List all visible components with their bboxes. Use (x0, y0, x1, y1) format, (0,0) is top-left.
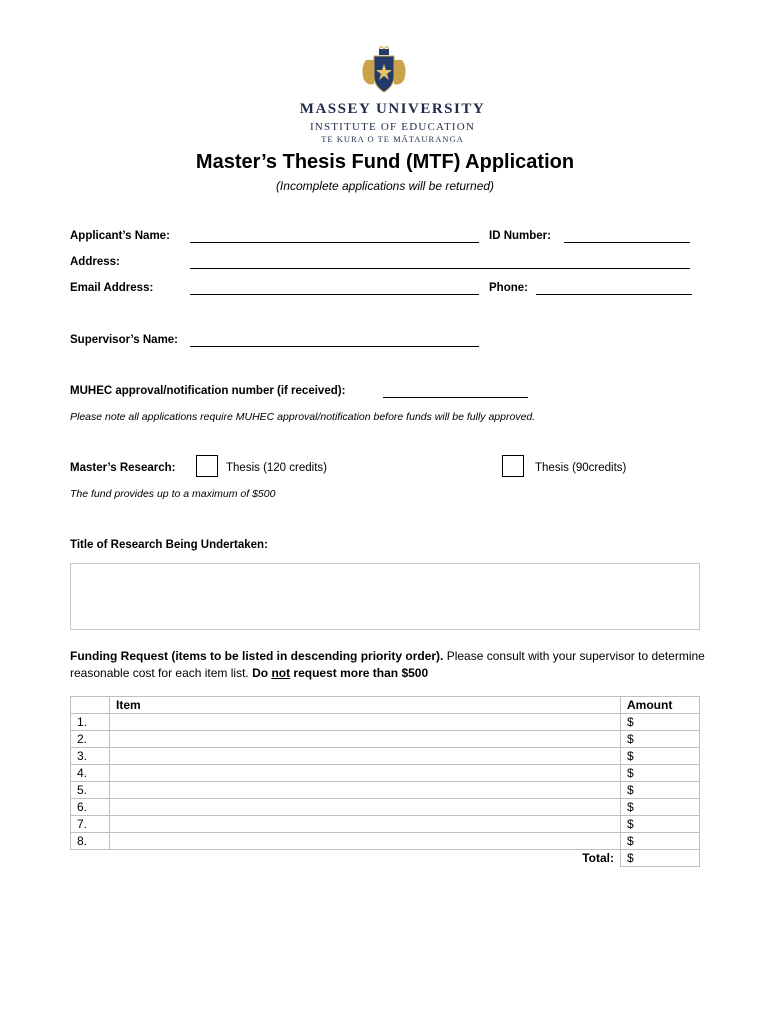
muhec-note: Please note all applications require MUHEC approval/notification before funds will be fully approved. (70, 411, 536, 423)
address-field[interactable] (190, 268, 690, 269)
table-row (71, 833, 700, 850)
table-row (71, 782, 700, 799)
funding-text: Please consult with your supervisor to determine reasonable cost for each item list. (70, 649, 705, 680)
thesis-120-label: Thesis (120 credits) (226, 462, 327, 474)
row-number: 1. (71, 714, 110, 731)
amount-cell[interactable]: $ (621, 782, 700, 799)
item-cell[interactable] (110, 748, 621, 765)
row-number: 8. (71, 833, 110, 850)
row-number: 3. (71, 748, 110, 765)
table-row (71, 799, 700, 816)
funding-warning-b: request more than $500 (290, 666, 429, 680)
email-field[interactable] (190, 294, 479, 295)
item-column-header: Item (110, 697, 621, 714)
thesis-120-checkbox[interactable] (196, 455, 218, 477)
total-label: Total: (110, 850, 621, 867)
amount-cell[interactable]: $ (621, 748, 700, 765)
table-header-row (71, 697, 700, 714)
row-number: 2. (71, 731, 110, 748)
id-number-label: ID Number: (489, 230, 551, 242)
address-label: Address: (70, 256, 120, 268)
research-title-label: Title of Research Being Undertaken: (70, 539, 268, 551)
row-number: 4. (71, 765, 110, 782)
funding-heading: Funding Request (items to be listed in descending priority order). (70, 649, 444, 663)
amount-cell[interactable]: $ (621, 731, 700, 748)
table-row (71, 714, 700, 731)
table-row (71, 731, 700, 748)
page-subtitle: (Incomplete applications will be returned) (275, 179, 495, 193)
total-amount-cell[interactable]: $ (621, 850, 700, 867)
email-label: Email Address: (70, 282, 154, 294)
item-cell[interactable] (110, 782, 621, 799)
table-row (71, 765, 700, 782)
funding-items-table (70, 696, 700, 867)
table-row (71, 748, 700, 765)
table-row (71, 816, 700, 833)
funding-warning-not: not (271, 666, 291, 680)
muhec-label: MUHEC approval/notification number (if received): (70, 385, 346, 397)
amount-column-header: Amount (621, 697, 700, 714)
university-name: MASSEY UNIVERSITY (299, 101, 486, 117)
supervisor-field[interactable] (190, 346, 479, 347)
item-cell[interactable] (110, 816, 621, 833)
funding-warning-a: Do (252, 666, 272, 680)
supervisor-label: Supervisor’s Name: (70, 334, 179, 346)
item-cell[interactable] (110, 714, 621, 731)
funding-instructions (70, 648, 710, 682)
institute-name: INSTITUTE OF EDUCATION (309, 121, 476, 133)
muhec-field[interactable] (383, 397, 528, 398)
row-number: 6. (71, 799, 110, 816)
fund-max-note: The fund provides up to a maximum of $500 (70, 488, 276, 500)
row-number: 7. (71, 816, 110, 833)
maori-name: TE KURA O TE MĀTAURANGA (321, 134, 464, 144)
phone-field[interactable] (536, 294, 692, 295)
amount-cell[interactable]: $ (621, 714, 700, 731)
item-cell[interactable] (110, 765, 621, 782)
amount-cell[interactable]: $ (621, 833, 700, 850)
amount-cell[interactable]: $ (621, 816, 700, 833)
research-title-field[interactable] (70, 563, 700, 630)
total-row (71, 850, 700, 867)
id-number-field[interactable] (564, 242, 690, 243)
research-type-label: Master’s Research: (70, 462, 176, 474)
number-column-header (71, 697, 110, 714)
thesis-90-checkbox[interactable] (502, 455, 524, 477)
item-cell[interactable] (110, 833, 621, 850)
university-crest-logo (358, 46, 410, 94)
amount-cell[interactable]: $ (621, 799, 700, 816)
item-cell[interactable] (110, 731, 621, 748)
item-cell[interactable] (110, 799, 621, 816)
applicant-name-label: Applicant’s Name: (70, 230, 170, 242)
applicant-name-field[interactable] (190, 242, 479, 243)
amount-cell[interactable]: $ (621, 765, 700, 782)
row-number: 5. (71, 782, 110, 799)
page-title: Master’s Thesis Fund (MTF) Application (195, 151, 575, 173)
phone-label: Phone: (489, 282, 528, 294)
thesis-90-label: Thesis (90credits) (535, 462, 627, 474)
